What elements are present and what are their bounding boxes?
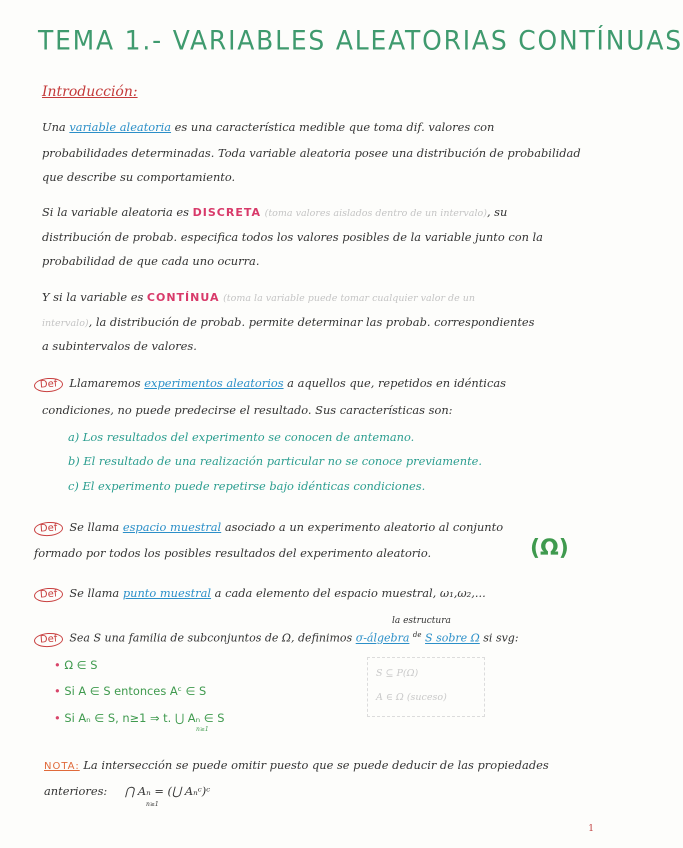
- def4-bullet-1: [54, 660, 97, 671]
- p3-grey-note-2: intervalo): [42, 318, 89, 329]
- def2-text-b: asociado a un experimento aleatorio al conjunto: [224, 520, 504, 534]
- p3-text-a: Y si la variable es: [42, 290, 144, 304]
- p1-line1: [42, 122, 494, 133]
- def3-text-b: a cada elemento del espacio muestral, ω₁,ω₂,...: [214, 586, 486, 600]
- p2-text-b: , su: [486, 205, 508, 219]
- p3-line1: [42, 292, 475, 304]
- page-number: 1: [588, 824, 594, 834]
- term-variable-aleatoria: variable aleatoria: [69, 120, 172, 134]
- def4-bullet-2-text: Si A ∈ S entonces Aᶜ ∈ S: [64, 684, 207, 698]
- def1-text-b: a aquellos que, repetidos en idénticas: [287, 376, 506, 390]
- def3-line1: [34, 588, 486, 602]
- def1-item-c: c) El experimento puede repetirse bajo idénticas condiciones.: [68, 479, 426, 493]
- p2-grey-note: (toma valores aislados dentro de un intervalo): [264, 208, 487, 219]
- def-badge: Def: [34, 521, 64, 537]
- def2-line2: formado por todos los posibles resultados del experimento aleatorio.: [34, 546, 432, 560]
- term-espacio-muestral: espacio muestral: [122, 520, 222, 534]
- def1-item-a: a) Los resultados del experimento se conocen de antemano.: [68, 430, 415, 444]
- def1-item-b: b) El resultado de una realización particular no se conoce previamente.: [68, 454, 483, 468]
- def4-de: de: [412, 631, 422, 639]
- def1-line1: [34, 378, 506, 392]
- faded-note-box: [367, 657, 485, 717]
- page-title: TEMA 1.- VARIABLES ALEATORIAS CONTÍNUAS: [38, 25, 683, 56]
- nota-subscript: n≥1: [146, 801, 159, 808]
- def1-text-a: Llamaremos: [69, 376, 141, 390]
- def4-above-note: la estructura: [392, 616, 451, 626]
- def4-bullet-2: [54, 686, 206, 697]
- term-discreta: DISCRETA: [192, 206, 262, 219]
- p2-line3: probabilidad de que cada uno ocurra.: [42, 254, 260, 268]
- term-continua: CONTÍNUA: [146, 291, 220, 304]
- nota-text: La intersección se puede omitir puesto que se puede deducir de las propiedades: [83, 758, 549, 772]
- intro-heading: Introducción:: [42, 84, 138, 100]
- p1-text-b: es una característica medible que toma dif. valores con: [174, 120, 495, 134]
- def4-bullet-3: [54, 713, 225, 724]
- bullet-dot-icon: •: [54, 684, 61, 698]
- def-badge: Def: [34, 632, 64, 648]
- nota-label: NOTA:: [44, 761, 80, 772]
- def4-bullet-3-text: Si Aₙ ∈ S, n≥1 ⇒ t. ⋃ Aₙ ∈ S: [64, 711, 225, 725]
- nota-line1: [44, 760, 549, 772]
- faded-note-2: A ∈ Ω (suceso): [376, 692, 447, 703]
- p2-text-a: Si la variable aleatoria es: [42, 205, 190, 219]
- def4-text-b: si svg:: [483, 631, 519, 645]
- def4-text-a: Sea S una familia de subconjuntos de Ω, definimos: [69, 631, 353, 645]
- faded-note-1: S ⊆ P(Ω): [376, 668, 419, 679]
- union-subscript: n≥1: [196, 726, 209, 733]
- bullet-dot-icon: •: [54, 658, 61, 672]
- def3-text-a: Se llama: [69, 586, 120, 600]
- p3-line2: [42, 317, 535, 329]
- nota-text-2: anteriores:: [44, 784, 108, 798]
- def2-text-a: Se llama: [69, 520, 120, 534]
- term-punto-muestral: punto muestral: [122, 586, 212, 600]
- def1-line2: condiciones, no puede predecirse el resultado. Sus características son:: [42, 403, 453, 417]
- bullet-dot-icon: •: [54, 711, 61, 725]
- p3-text-b: , la distribución de probab. permite determinar las probab. correspondientes: [88, 315, 535, 329]
- term-s-sobre-omega: S sobre Ω: [425, 631, 480, 645]
- p2-line2: distribución de probab. especifica todos los valores posibles de la variable junto con la: [42, 230, 543, 244]
- term-experimentos-aleatorios: experimentos aleatorios: [144, 376, 284, 390]
- p2-line1: [42, 207, 507, 219]
- p1-text-a: Una: [42, 120, 66, 134]
- p1-line2: probabilidades determinadas. Toda variable aleatoria posee una distribución de probabilidad: [42, 146, 581, 160]
- term-sigma-algebra: σ-álgebra: [355, 631, 410, 645]
- p1-line3: que describe su comportamiento.: [42, 170, 236, 184]
- def4-line1: [34, 632, 519, 647]
- def-badge: Def: [34, 587, 64, 603]
- omega-symbol: (Ω): [530, 536, 569, 561]
- p3-line3: a subintervalos de valores.: [42, 339, 197, 353]
- nota-line2: [44, 786, 210, 797]
- p3-grey-note: (toma la variable puede tomar cualquier valor de un: [223, 293, 475, 304]
- def2-line1: [34, 522, 503, 536]
- nota-formula: ⋂ Aₙ = (⋃ Aₙᶜ)ᶜ: [124, 784, 211, 798]
- def-badge: Def: [34, 377, 64, 393]
- def4-bullet-1-text: Ω ∈ S: [64, 658, 98, 672]
